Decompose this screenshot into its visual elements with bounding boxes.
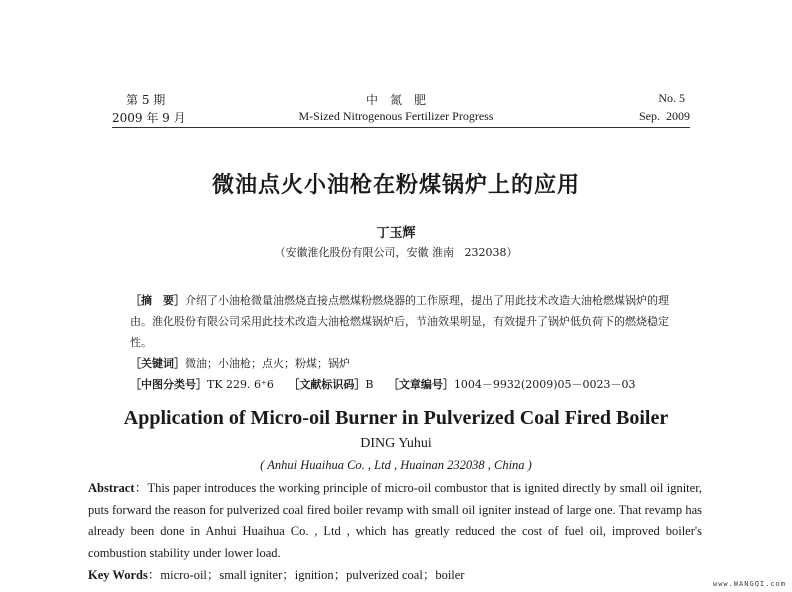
- en-abstract-label: Abstract: [88, 481, 135, 495]
- en-abstract: Abstract：This paper introduces the working principle of micro-oil combustor that is ignited directly by small oil igniter, puts forward the reason for pulverized coal fired boiler revamp with small oil igniter instead of large one. That revamp has already been done in Anhui Huaihua Co. , Ltd , which has greatly reduced the cost of fuel oil, improved boiler's combustion stability under lower load.: [88, 481, 702, 560]
- cn-author: 丁玉辉: [376, 226, 416, 241]
- header-date-en: Sep. 2009: [639, 109, 690, 123]
- en-abstract-text: This paper introduces the working principle of micro-oil combustor that is ignited directly by small oil igniter, puts forward the reason for pulverized coal fired boiler revamp with small oil igniter instead of large one. That revamp has already been done in Anhui Huaihua Co. , Ltd , which has greatly reduced the cost of fuel oil, improved boiler's combustion stability under lower load.: [88, 481, 702, 560]
- watermark: www.WANGQI.com: [712, 580, 786, 588]
- cn-abstract-text: 介绍了小油枪微量油燃烧直接点燃煤粉燃烧器的工作原理，提出了用此技术改造大油枪燃煤锅炉的理由。淮化股份有限公司采用此技术改造大油枪燃煤锅炉后，节油效果明显，有效提升了锅炉低负荷下的燃烧稳定性。: [130, 294, 669, 349]
- en-keywords-label: Key Words: [88, 568, 148, 582]
- header-issue-en: No. 5: [658, 91, 685, 105]
- cn-abstract-label: ［摘 要］: [130, 294, 185, 307]
- cn-abstract: [130, 290, 670, 353]
- en-keywords-text: micro-oil；small igniter；ignition；pulverized coal；boiler: [160, 568, 465, 582]
- en-affiliation: ( Anhui Huaihua Co. , Ltd , Huainan 232038 , China ): [260, 458, 532, 472]
- cn-clc-label: ［中图分类号］: [130, 378, 207, 391]
- cn-doc-value: B: [365, 378, 374, 391]
- cn-title: 微油点火小油枪在粉煤锅炉上的应用: [211, 173, 580, 198]
- cn-classification: [130, 374, 670, 395]
- cn-article-label: ［文章编号］: [387, 378, 454, 391]
- cn-keywords: [130, 353, 670, 374]
- en-title: Application of Micro-oil Burner in Pulverized Coal Fired Boiler: [123, 407, 669, 429]
- en-author: DING Yuhui: [360, 436, 432, 451]
- cn-doc-label: ［文献标识码］: [288, 378, 366, 391]
- header-rule: [112, 127, 690, 128]
- cn-keywords-label: ［关键词］: [130, 357, 185, 370]
- cn-abstract-block: [130, 290, 670, 395]
- header-issue-cn: 第 5 期: [126, 93, 166, 107]
- cn-article-value: 1004－9932(2009)05－0023－03: [453, 378, 636, 391]
- en-abstract-block: [88, 478, 702, 587]
- cn-clc-value: TK 229. 6⁺6: [207, 378, 274, 391]
- header-date-cn: 2009 年 9 月: [112, 111, 186, 125]
- en-keywords: Key Words：micro-oil；small igniter；ignition；pulverized coal；boiler: [88, 568, 465, 582]
- header-journal-cn: 中 氮 肥: [365, 93, 426, 107]
- cn-affiliation: （安徽淮化股份有限公司，安徽 淮南 232038）: [274, 246, 518, 259]
- cn-keywords-text: 微油；小油枪；点火；粉煤；锅炉: [185, 357, 350, 370]
- header-journal-en: M-Sized Nitrogenous Fertilizer Progress: [298, 109, 494, 123]
